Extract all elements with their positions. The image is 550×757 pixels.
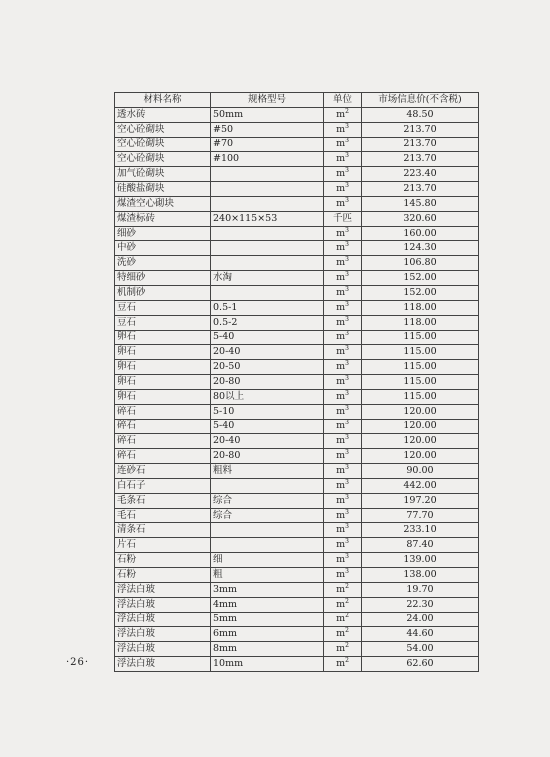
spec-model-cell <box>211 182 324 197</box>
unit-base: m <box>336 524 346 536</box>
material-name-cell: 石粉 <box>115 568 211 583</box>
material-name-cell: 中砂 <box>115 241 211 256</box>
table-row <box>115 568 479 583</box>
table-row <box>115 642 479 657</box>
spec-model-cell: 6mm <box>211 627 324 642</box>
unit-cell <box>324 137 362 152</box>
unit-base: m <box>336 479 346 491</box>
table-row <box>115 330 479 345</box>
spec-model-cell <box>211 167 324 182</box>
unit-cell <box>324 360 362 375</box>
market-price-cell: 19.70 <box>362 582 479 597</box>
unit-base: m <box>336 628 346 640</box>
unit-base: m <box>336 361 346 373</box>
unit-base: m <box>336 331 346 343</box>
market-price-cell: 115.00 <box>362 375 479 390</box>
unit-exponent: 3 <box>345 181 349 189</box>
table-row <box>115 538 479 553</box>
unit-exponent: 3 <box>345 345 349 353</box>
spec-model-cell: #100 <box>211 152 324 167</box>
unit-base: m <box>336 450 346 462</box>
unit-cell <box>324 315 362 330</box>
spec-model-cell: 10mm <box>211 657 324 672</box>
table-body <box>115 107 479 671</box>
unit-base: m <box>336 197 346 209</box>
table-row <box>115 627 479 642</box>
unit-cell <box>324 152 362 167</box>
unit-base: m <box>336 494 346 506</box>
unit-exponent: 3 <box>345 493 349 501</box>
table-row <box>115 182 479 197</box>
spec-model-cell <box>211 241 324 256</box>
table-row <box>115 360 479 375</box>
spec-model-cell: #50 <box>211 122 324 137</box>
unit-exponent: 2 <box>345 627 349 635</box>
table-row <box>115 226 479 241</box>
unit-exponent: 3 <box>345 315 349 323</box>
market-price-cell: 22.30 <box>362 597 479 612</box>
spec-model-cell: 240×115×53 <box>211 211 324 226</box>
unit-cell <box>324 523 362 538</box>
unit-exponent: 3 <box>345 256 349 264</box>
table-row <box>115 419 479 434</box>
unit-base: m <box>336 554 346 566</box>
market-price-cell: 138.00 <box>362 568 479 583</box>
material-name-cell: 空心砼砌块 <box>115 152 211 167</box>
table-row <box>115 404 479 419</box>
spec-model-cell: 5-40 <box>211 419 324 434</box>
table-row <box>115 256 479 271</box>
market-price-cell: 115.00 <box>362 345 479 360</box>
unit-exponent: 2 <box>345 582 349 590</box>
unit-exponent: 3 <box>345 449 349 457</box>
market-price-cell: 233.10 <box>362 523 479 538</box>
market-price-cell: 213.70 <box>362 122 479 137</box>
unit-exponent: 3 <box>345 226 349 234</box>
unit-cell <box>324 657 362 672</box>
material-name-cell: 浮法白玻 <box>115 612 211 627</box>
material-name-cell: 卵石 <box>115 345 211 360</box>
unit-base: m <box>336 153 346 165</box>
spec-model-cell <box>211 478 324 493</box>
unit-base: m <box>336 227 346 239</box>
unit-exponent: 3 <box>345 567 349 575</box>
unit-base: m <box>336 435 346 447</box>
market-price-cell: 320.60 <box>362 211 479 226</box>
unit-cell <box>324 182 362 197</box>
table-row <box>115 137 479 152</box>
unit-exponent: 3 <box>345 241 349 249</box>
unit-base: m <box>336 138 346 150</box>
market-price-cell: 106.80 <box>362 256 479 271</box>
spec-model-cell <box>211 285 324 300</box>
header-material-name: 材料名称 <box>115 93 211 108</box>
table-row <box>115 300 479 315</box>
table-row <box>115 122 479 137</box>
material-name-cell: 透水砖 <box>115 107 211 122</box>
unit-exponent: 3 <box>345 166 349 174</box>
unit-base: m <box>336 420 346 432</box>
unit-cell <box>324 211 362 226</box>
page-number: ·26· <box>66 657 90 668</box>
unit-exponent: 3 <box>345 404 349 412</box>
spec-model-cell: 综合 <box>211 493 324 508</box>
market-price-cell: 152.00 <box>362 285 479 300</box>
material-name-cell: 碎石 <box>115 419 211 434</box>
unit-exponent: 3 <box>345 122 349 130</box>
spec-model-cell: 20-50 <box>211 360 324 375</box>
material-name-cell: 浮法白玻 <box>115 657 211 672</box>
table-row <box>115 582 479 597</box>
unit-base: m <box>336 613 346 625</box>
table-row <box>115 523 479 538</box>
material-name-cell: 机制砂 <box>115 285 211 300</box>
material-name-cell: 碎石 <box>115 404 211 419</box>
unit-exponent: 3 <box>345 270 349 278</box>
unit-exponent: 3 <box>345 137 349 145</box>
spec-model-cell: 细 <box>211 553 324 568</box>
unit-exponent: 3 <box>345 478 349 486</box>
unit-cell <box>324 553 362 568</box>
spec-model-cell: 80以上 <box>211 389 324 404</box>
market-price-cell: 442.00 <box>362 478 479 493</box>
table-row <box>115 597 479 612</box>
unit-cell <box>324 493 362 508</box>
unit-cell <box>324 167 362 182</box>
market-price-cell: 213.70 <box>362 152 479 167</box>
table-row <box>115 152 479 167</box>
unit-cell <box>324 478 362 493</box>
unit-cell <box>324 434 362 449</box>
market-price-cell: 145.80 <box>362 196 479 211</box>
unit-exponent: 3 <box>345 508 349 516</box>
material-name-cell: 空心砼砌块 <box>115 137 211 152</box>
market-price-cell: 120.00 <box>362 404 479 419</box>
unit-exponent: 2 <box>345 656 349 664</box>
unit-cell <box>324 404 362 419</box>
material-name-cell: 连砂石 <box>115 464 211 479</box>
unit-base: m <box>336 465 346 477</box>
table-row <box>115 345 479 360</box>
market-price-cell: 48.50 <box>362 107 479 122</box>
unit-base: m <box>336 390 346 402</box>
material-name-cell: 卵石 <box>115 375 211 390</box>
unit-base: m <box>336 583 346 595</box>
material-name-cell: 浮法白玻 <box>115 627 211 642</box>
unit-base: m <box>336 316 346 328</box>
unit-exponent: 3 <box>345 419 349 427</box>
spec-model-cell <box>211 523 324 538</box>
material-name-cell: 浮法白玻 <box>115 597 211 612</box>
market-price-cell: 62.60 <box>362 657 479 672</box>
material-name-cell: 煤渣标砖 <box>115 211 211 226</box>
header-spec-model: 规格型号 <box>211 93 324 108</box>
material-name-cell: 空心砼砌块 <box>115 122 211 137</box>
material-name-cell: 浮法白玻 <box>115 582 211 597</box>
table-row <box>115 285 479 300</box>
spec-model-cell <box>211 538 324 553</box>
material-name-cell: 特细砂 <box>115 271 211 286</box>
unit-base: m <box>336 375 346 387</box>
unit-exponent: 3 <box>345 359 349 367</box>
spec-model-cell: 8mm <box>211 642 324 657</box>
unit-base: m <box>336 509 346 521</box>
material-name-cell: 碎石 <box>115 449 211 464</box>
spec-model-cell: 0.5-2 <box>211 315 324 330</box>
unit-cell <box>324 256 362 271</box>
spec-model-cell: 20-80 <box>211 449 324 464</box>
unit-cell <box>324 330 362 345</box>
material-name-cell: 卵石 <box>115 360 211 375</box>
spec-model-cell <box>211 256 324 271</box>
table-row <box>115 315 479 330</box>
market-price-cell: 87.40 <box>362 538 479 553</box>
market-price-cell: 120.00 <box>362 449 479 464</box>
unit-exponent: 3 <box>345 389 349 397</box>
spec-model-cell: 3mm <box>211 582 324 597</box>
material-name-cell: 硅酸盐砌块 <box>115 182 211 197</box>
unit-cell <box>324 642 362 657</box>
material-name-cell: 豆石 <box>115 300 211 315</box>
table-row <box>115 211 479 226</box>
unit-exponent: 3 <box>345 152 349 160</box>
market-price-cell: 118.00 <box>362 315 479 330</box>
unit-exponent: 2 <box>345 641 349 649</box>
unit-base: m <box>336 657 346 669</box>
unit-exponent: 3 <box>345 374 349 382</box>
unit-base: m <box>336 257 346 269</box>
unit-cell <box>324 196 362 211</box>
unit-cell <box>324 582 362 597</box>
unit-cell <box>324 345 362 360</box>
spec-model-cell: 20-40 <box>211 345 324 360</box>
header-unit: 单位 <box>324 93 362 108</box>
unit-cell <box>324 419 362 434</box>
market-price-cell: 77.70 <box>362 508 479 523</box>
unit-cell <box>324 568 362 583</box>
market-price-cell: 120.00 <box>362 434 479 449</box>
material-name-cell: 豆石 <box>115 315 211 330</box>
unit-exponent: 2 <box>345 597 349 605</box>
market-price-cell: 90.00 <box>362 464 479 479</box>
unit-exponent: 2 <box>345 612 349 620</box>
material-name-cell: 卵石 <box>115 389 211 404</box>
unit-base: m <box>336 272 346 284</box>
table-row <box>115 241 479 256</box>
material-name-cell: 白石子 <box>115 478 211 493</box>
material-name-cell: 毛石 <box>115 508 211 523</box>
unit-base: m <box>336 598 346 610</box>
unit-cell <box>324 389 362 404</box>
unit-exponent: 3 <box>345 285 349 293</box>
spec-model-cell: #70 <box>211 137 324 152</box>
unit-cell <box>324 122 362 137</box>
unit-base: m <box>336 108 346 120</box>
spec-model-cell: 5mm <box>211 612 324 627</box>
unit-cell <box>324 449 362 464</box>
unit-base: m <box>336 242 346 254</box>
table-row <box>115 107 479 122</box>
spec-model-cell: 水淘 <box>211 271 324 286</box>
market-price-cell: 120.00 <box>362 419 479 434</box>
table-row <box>115 612 479 627</box>
market-price-cell: 54.00 <box>362 642 479 657</box>
spec-model-cell: 20-40 <box>211 434 324 449</box>
material-name-cell: 卵石 <box>115 330 211 345</box>
spec-model-cell: 20-80 <box>211 375 324 390</box>
table-row <box>115 434 479 449</box>
unit-exponent: 3 <box>345 300 349 308</box>
unit-exponent: 3 <box>345 538 349 546</box>
table-row <box>115 449 479 464</box>
market-price-cell: 213.70 <box>362 137 479 152</box>
market-price-cell: 44.60 <box>362 627 479 642</box>
unit-exponent: 3 <box>345 434 349 442</box>
unit-base: m <box>336 346 346 358</box>
market-price-cell: 152.00 <box>362 271 479 286</box>
table-row <box>115 389 479 404</box>
spec-model-cell: 50mm <box>211 107 324 122</box>
spec-model-cell <box>211 226 324 241</box>
spec-model-cell: 5-10 <box>211 404 324 419</box>
spec-model-cell: 粗 <box>211 568 324 583</box>
material-name-cell: 细砂 <box>115 226 211 241</box>
unit-base: m <box>336 168 346 180</box>
material-name-cell: 片石 <box>115 538 211 553</box>
table-row <box>115 196 479 211</box>
market-price-cell: 213.70 <box>362 182 479 197</box>
material-name-cell: 清条石 <box>115 523 211 538</box>
table-row <box>115 493 479 508</box>
unit-base: m <box>336 643 346 655</box>
unit-base: m <box>336 182 346 194</box>
material-name-cell: 石粉 <box>115 553 211 568</box>
unit-base: m <box>336 405 346 417</box>
table-row <box>115 508 479 523</box>
material-name-cell: 毛条石 <box>115 493 211 508</box>
table-row <box>115 478 479 493</box>
unit-base: m <box>336 286 346 298</box>
table-row <box>115 271 479 286</box>
unit-exponent: 3 <box>345 196 349 204</box>
material-name-cell: 浮法白玻 <box>115 642 211 657</box>
material-name-cell: 碎石 <box>115 434 211 449</box>
unit-cell <box>324 271 362 286</box>
unit-cell <box>324 375 362 390</box>
market-price-cell: 118.00 <box>362 300 479 315</box>
market-price-cell: 124.30 <box>362 241 479 256</box>
spec-model-cell: 粗料 <box>211 464 324 479</box>
spec-model-cell: 综合 <box>211 508 324 523</box>
unit-cell <box>324 285 362 300</box>
unit-cell <box>324 627 362 642</box>
unit-cell <box>324 107 362 122</box>
market-price-cell: 139.00 <box>362 553 479 568</box>
table-row <box>115 167 479 182</box>
table-row <box>115 553 479 568</box>
spec-model-cell: 0.5-1 <box>211 300 324 315</box>
market-price-cell: 160.00 <box>362 226 479 241</box>
unit-base: m <box>336 539 346 551</box>
unit-cell <box>324 241 362 256</box>
unit-base: m <box>336 301 346 313</box>
spec-model-cell: 4mm <box>211 597 324 612</box>
unit-base: m <box>336 123 346 135</box>
unit-exponent: 3 <box>345 463 349 471</box>
market-price-cell: 24.00 <box>362 612 479 627</box>
spec-model-cell <box>211 196 324 211</box>
material-name-cell: 加气砼砌块 <box>115 167 211 182</box>
table-row <box>115 464 479 479</box>
unit-exponent: 2 <box>345 107 349 115</box>
market-price-cell: 197.20 <box>362 493 479 508</box>
unit-cell <box>324 508 362 523</box>
unit-exponent: 3 <box>345 523 349 531</box>
unit-exponent: 3 <box>345 330 349 338</box>
unit-exponent: 3 <box>345 552 349 560</box>
material-price-table <box>114 92 479 672</box>
market-price-cell: 115.00 <box>362 389 479 404</box>
market-price-cell: 115.00 <box>362 360 479 375</box>
unit-cell <box>324 464 362 479</box>
table-header-row <box>115 93 479 108</box>
unit-cell <box>324 300 362 315</box>
market-price-cell: 115.00 <box>362 330 479 345</box>
table-row <box>115 657 479 672</box>
market-price-cell: 223.40 <box>362 167 479 182</box>
unit-base: m <box>336 568 346 580</box>
table-row <box>115 375 479 390</box>
unit-cell <box>324 538 362 553</box>
spec-model-cell: 5-40 <box>211 330 324 345</box>
unit-cell <box>324 612 362 627</box>
material-name-cell: 煤渣空心砌块 <box>115 196 211 211</box>
header-market-price: 市场信息价(不含税) <box>362 93 479 108</box>
unit-cell <box>324 597 362 612</box>
material-name-cell: 洗砂 <box>115 256 211 271</box>
unit-cell <box>324 226 362 241</box>
unit-base: 千匹 <box>332 212 352 224</box>
